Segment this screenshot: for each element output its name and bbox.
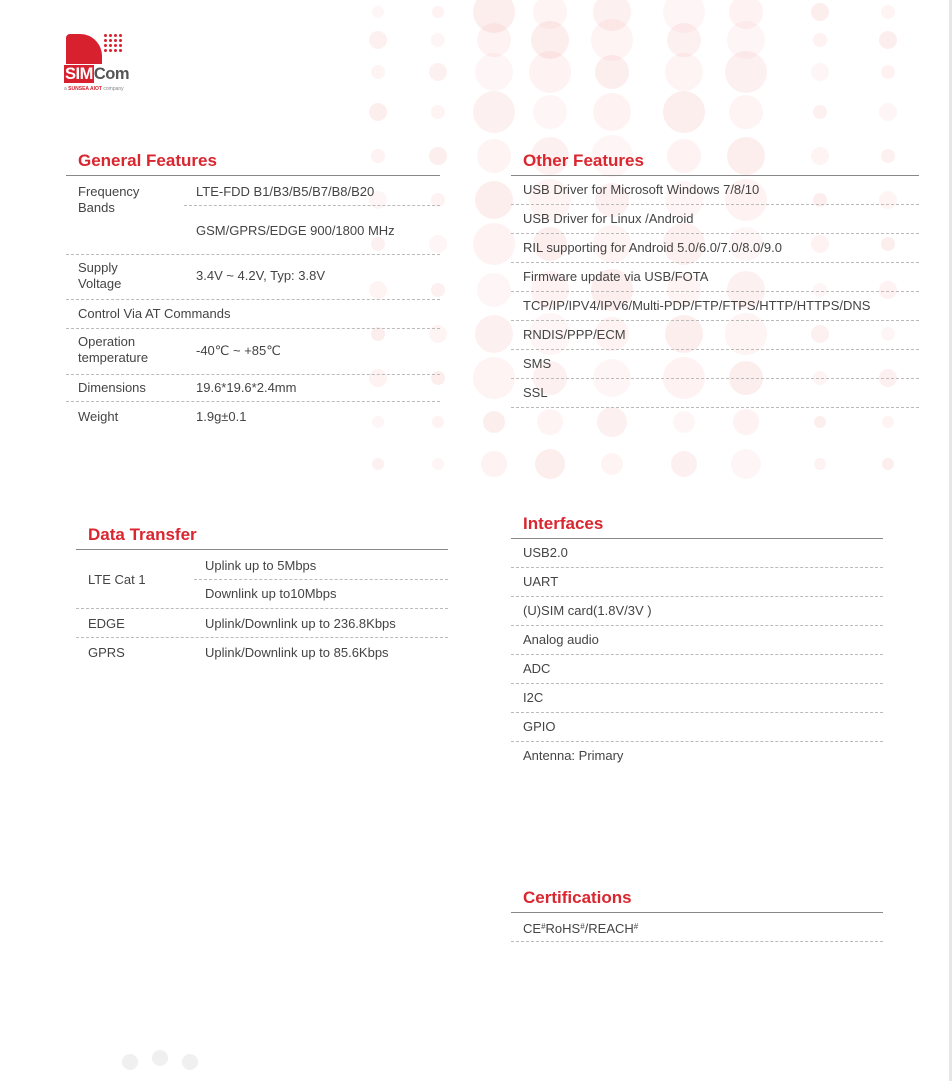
background-dot <box>481 451 507 477</box>
background-dot <box>475 53 513 91</box>
control-at-commands: Control Via AT Commands <box>78 306 231 321</box>
interface-item: Analog audio <box>511 626 883 655</box>
frequency-bands-gsm: GSM/GPRS/EDGE 900/1800 MHz <box>196 223 395 238</box>
background-dot <box>477 273 511 307</box>
background-dot <box>881 5 895 19</box>
frequency-bands-lte: LTE-FDD B1/B3/B5/B7/B8/B20 <box>196 184 375 199</box>
other-feature-item: RNDIS/PPP/ECM <box>511 321 919 350</box>
background-dot <box>597 407 627 437</box>
certification-item: CE#RoHS#/REACH# <box>511 913 883 942</box>
background-dot <box>882 458 894 470</box>
interfaces-title: Interfaces <box>523 514 604 533</box>
background-dot <box>477 139 511 173</box>
background-dot <box>601 453 623 475</box>
supply-voltage-label: Supply Voltage <box>78 260 122 291</box>
background-dot <box>152 1050 168 1066</box>
background-dot <box>369 31 387 49</box>
interface-item: I2C <box>511 684 883 713</box>
background-dot <box>814 416 826 428</box>
dimensions-value: 19.6*19.6*2.4mm <box>196 380 297 395</box>
background-dot <box>813 105 827 119</box>
background-dot <box>473 223 515 265</box>
interface-item: (U)SIM card(1.8V/3V ) <box>511 597 883 626</box>
other-features-section <box>511 150 919 408</box>
interfaces-section <box>511 513 883 771</box>
background-dot <box>369 103 387 121</box>
background-dot <box>431 33 445 47</box>
data-transfer-title: Data Transfer <box>88 525 197 544</box>
lte-downlink: Downlink up to10Mbps <box>205 586 337 601</box>
background-dot <box>431 105 445 119</box>
background-dot <box>814 458 826 470</box>
operation-temperature-value: -40℃ ~ +85℃ <box>196 343 281 358</box>
background-dot <box>535 449 565 479</box>
background-dot <box>811 63 829 81</box>
background-dot <box>529 51 571 93</box>
supply-voltage-value: 3.4V ~ 4.2V, Typ: 3.8V <box>196 268 326 283</box>
section-rule <box>76 549 448 550</box>
logo-red-mark <box>66 34 102 64</box>
data-transfer-section <box>76 524 448 674</box>
frequency-bands-label: Frequency Bands <box>78 184 140 215</box>
background-dot <box>731 449 761 479</box>
background-dot <box>591 19 633 61</box>
background-dot <box>879 103 897 121</box>
background-dot <box>663 91 705 133</box>
background-dot <box>372 6 384 18</box>
other-features-title: Other Features <box>523 151 644 170</box>
logo-wordmark: SIMCom <box>65 65 130 83</box>
background-dot <box>182 1054 198 1070</box>
lte-uplink: Uplink up to 5Mbps <box>205 558 317 573</box>
background-dot <box>879 31 897 49</box>
background-dot <box>813 33 827 47</box>
lte-cat1-label: LTE Cat 1 <box>88 572 146 587</box>
other-feature-item: SSL <box>511 379 919 408</box>
other-feature-item: USB Driver for Microsoft Windows 7/8/10 <box>511 176 919 205</box>
logo-tagline: a SUNSEA AIOT company <box>64 86 124 92</box>
edge-value: Uplink/Downlink up to 236.8Kbps <box>205 616 396 631</box>
background-dot <box>429 63 447 81</box>
background-dot <box>432 458 444 470</box>
background-dot <box>473 357 515 399</box>
weight-label: Weight <box>78 409 119 424</box>
simcom-logo <box>64 30 154 100</box>
background-dot <box>733 409 759 435</box>
background-dot <box>122 1054 138 1070</box>
certifications-section <box>511 887 883 942</box>
other-feature-item: USB Driver for Linux /Android <box>511 205 919 234</box>
background-dot <box>473 91 515 133</box>
background-dot <box>671 451 697 477</box>
background-dot <box>595 55 629 89</box>
background-dot <box>811 3 829 21</box>
interface-item: Antenna: Primary <box>523 748 624 763</box>
other-feature-item: RIL supporting for Android 5.0/6.0/7.0/8.0/9.0 <box>511 234 919 263</box>
background-dot <box>372 458 384 470</box>
background-dot <box>475 315 513 353</box>
general-features-section <box>66 150 440 435</box>
background-dot <box>667 23 701 57</box>
operation-temperature-label: Operation temperature <box>78 334 149 365</box>
background-dot <box>593 93 631 131</box>
background-dot <box>881 65 895 79</box>
background-dot <box>725 51 767 93</box>
background-dot <box>673 411 695 433</box>
interface-item: GPIO <box>511 713 883 742</box>
interface-item: UART <box>511 568 883 597</box>
background-dot <box>483 411 505 433</box>
background-dot <box>537 409 563 435</box>
dimensions-label: Dimensions <box>78 380 146 395</box>
background-dot <box>371 65 385 79</box>
background-dot <box>475 181 513 219</box>
gprs-label: GPRS <box>88 645 125 660</box>
logo-dot-grid <box>104 34 122 52</box>
other-feature-item: SMS <box>511 350 919 379</box>
background-dot <box>533 95 567 129</box>
background-dot <box>882 416 894 428</box>
interface-item: USB2.0 <box>511 539 883 568</box>
general-features-title: General Features <box>78 151 217 170</box>
background-dot <box>477 23 511 57</box>
certifications-title: Certifications <box>523 888 632 907</box>
background-dot <box>729 95 763 129</box>
edge-label: EDGE <box>88 616 125 631</box>
gprs-value: Uplink/Downlink up to 85.6Kbps <box>205 645 389 660</box>
other-feature-item: Firmware update via USB/FOTA <box>511 263 919 292</box>
background-dot <box>665 53 703 91</box>
section-rule <box>66 175 440 176</box>
weight-value: 1.9g±0.1 <box>196 409 247 424</box>
background-dot <box>432 6 444 18</box>
interface-item: ADC <box>511 655 883 684</box>
other-feature-item: TCP/IP/IPV4/IPV6/Multi-PDP/FTP/FTPS/HTTP/HTTPS/DNS <box>511 292 919 321</box>
